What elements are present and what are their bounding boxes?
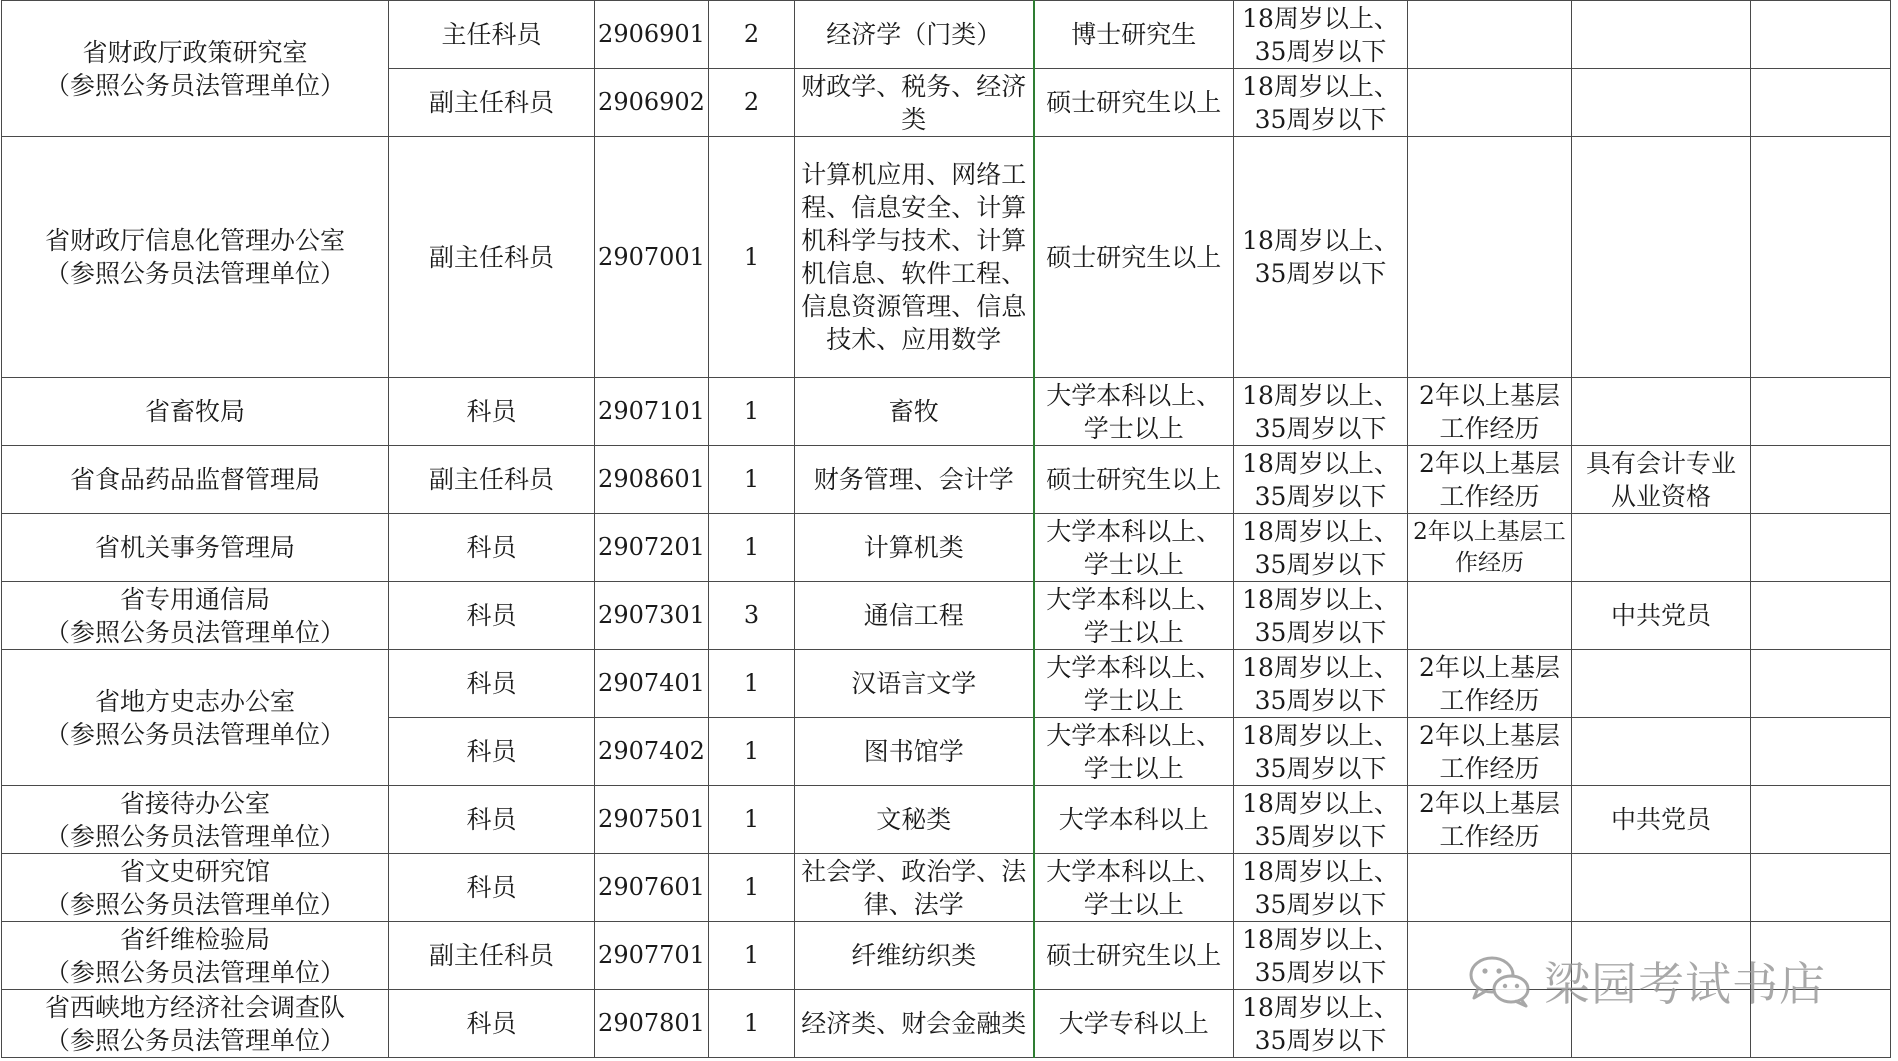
education-cell: 大学专科以上 (1034, 990, 1234, 1058)
unit-note: （参照公务员法管理单位） (44, 1025, 345, 1055)
other-cell (1572, 69, 1751, 137)
experience-cell (1408, 582, 1572, 650)
education-cell: 大学本科以上、学士以上 (1034, 650, 1234, 718)
major-cell: 社会学、政治学、法律、法学 (795, 854, 1034, 922)
table-row (2, 854, 1891, 922)
age-cell: 18周岁以上、35周岁以下 (1234, 446, 1408, 514)
table-row (2, 650, 1891, 718)
unit-note: （参照公务员法管理单位） (44, 719, 345, 749)
count-cell: 1 (709, 514, 795, 582)
other-cell: 中共党员 (1572, 786, 1751, 854)
other-cell (1572, 718, 1751, 786)
age-cell: 18周岁以上、35周岁以下 (1234, 137, 1408, 378)
major-cell: 汉语言文学 (795, 650, 1034, 718)
title-cell: 科员 (389, 990, 595, 1058)
watermark (1468, 948, 1826, 1014)
education-cell: 大学本科以上 (1034, 786, 1234, 854)
title-cell: 主任科员 (389, 1, 595, 69)
code-cell: 2907701 (595, 922, 709, 990)
unit-cell (2, 990, 389, 1058)
title-cell: 副主任科员 (389, 922, 595, 990)
count-cell: 2 (709, 1, 795, 69)
count-cell: 1 (709, 854, 795, 922)
unit-cell (2, 137, 389, 378)
remarks-cell (1751, 786, 1891, 854)
count-cell: 1 (709, 718, 795, 786)
age-cell: 18周岁以上、35周岁以下 (1234, 922, 1408, 990)
unit-cell (2, 650, 389, 786)
remarks-cell (1751, 137, 1891, 378)
remarks-cell (1751, 446, 1891, 514)
remarks-cell (1751, 69, 1891, 137)
table-row (2, 514, 1891, 582)
unit-name: 省财政厅政策研究室 (82, 37, 308, 67)
count-cell: 1 (709, 786, 795, 854)
age-cell: 18周岁以上、35周岁以下 (1234, 786, 1408, 854)
education-cell: 大学本科以上、学士以上 (1034, 378, 1234, 446)
age-cell: 18周岁以上、35周岁以下 (1234, 69, 1408, 137)
unit-name: 省文史研究馆 (119, 856, 270, 886)
unit-cell (2, 582, 389, 650)
count-cell: 1 (709, 446, 795, 514)
other-cell (1572, 514, 1751, 582)
remarks-cell (1751, 378, 1891, 446)
education-cell: 大学本科以上、学士以上 (1034, 854, 1234, 922)
experience-cell (1408, 69, 1572, 137)
age-cell: 18周岁以上、35周岁以下 (1234, 1, 1408, 69)
unit-note: （参照公务员法管理单位） (44, 70, 345, 100)
unit-note: （参照公务员法管理单位） (44, 821, 345, 851)
age-cell: 18周岁以上、35周岁以下 (1234, 990, 1408, 1058)
table-row (2, 786, 1891, 854)
title-cell: 副主任科员 (389, 137, 595, 378)
remarks-cell (1751, 854, 1891, 922)
education-cell: 硕士研究生以上 (1034, 446, 1234, 514)
unit-cell (2, 922, 389, 990)
major-cell: 通信工程 (795, 582, 1034, 650)
title-cell: 科员 (389, 786, 595, 854)
age-cell: 18周岁以上、35周岁以下 (1234, 650, 1408, 718)
experience-cell: 2年以上基层工作经历 (1408, 514, 1572, 582)
education-cell: 大学本科以上、学士以上 (1034, 718, 1234, 786)
title-cell: 科员 (389, 514, 595, 582)
education-cell: 博士研究生 (1034, 1, 1234, 69)
unit-name: 省专用通信局 (119, 584, 270, 614)
title-cell: 科员 (389, 582, 595, 650)
title-cell: 科员 (389, 378, 595, 446)
count-cell: 1 (709, 378, 795, 446)
remarks-cell (1751, 514, 1891, 582)
title-cell: 副主任科员 (389, 69, 595, 137)
major-cell: 财政学、税务、经济类 (795, 69, 1034, 137)
age-cell: 18周岁以上、35周岁以下 (1234, 854, 1408, 922)
other-cell: 中共党员 (1572, 582, 1751, 650)
code-cell: 2907402 (595, 718, 709, 786)
major-cell: 图书馆学 (795, 718, 1034, 786)
title-cell: 科员 (389, 718, 595, 786)
major-cell: 文秘类 (795, 786, 1034, 854)
code-cell: 2907001 (595, 137, 709, 378)
other-cell (1572, 1, 1751, 69)
unit-cell (2, 854, 389, 922)
experience-cell: 2年以上基层工作经历 (1408, 786, 1572, 854)
count-cell: 2 (709, 69, 795, 137)
code-cell: 2907801 (595, 990, 709, 1058)
code-cell: 2907601 (595, 854, 709, 922)
other-cell (1572, 137, 1751, 378)
unit-name: 省畜牧局 (144, 397, 245, 426)
major-cell: 经济学（门类） (795, 1, 1034, 69)
education-cell: 大学本科以上、学士以上 (1034, 514, 1234, 582)
title-cell: 科员 (389, 854, 595, 922)
experience-cell: 2年以上基层工作经历 (1408, 378, 1572, 446)
count-cell: 3 (709, 582, 795, 650)
table-row (2, 1, 1891, 69)
unit-name: 省地方史志办公室 (94, 686, 295, 716)
code-cell: 2907101 (595, 378, 709, 446)
code-cell: 2907501 (595, 786, 709, 854)
other-cell (1572, 854, 1751, 922)
table-row (2, 378, 1891, 446)
title-cell: 副主任科员 (389, 446, 595, 514)
age-cell: 18周岁以上、35周岁以下 (1234, 718, 1408, 786)
age-cell: 18周岁以上、35周岁以下 (1234, 582, 1408, 650)
code-cell: 2906902 (595, 69, 709, 137)
experience-cell: 2年以上基层工作经历 (1408, 718, 1572, 786)
code-cell: 2907401 (595, 650, 709, 718)
unit-note: （参照公务员法管理单位） (44, 617, 345, 647)
code-cell: 2907201 (595, 514, 709, 582)
unit-note: （参照公务员法管理单位） (44, 889, 345, 919)
other-cell (1572, 378, 1751, 446)
table-row (2, 582, 1891, 650)
unit-name: 省机关事务管理局 (94, 533, 295, 562)
unit-note: （参照公务员法管理单位） (44, 259, 345, 288)
experience-cell (1408, 854, 1572, 922)
unit-cell (2, 446, 389, 514)
code-cell: 2906901 (595, 1, 709, 69)
major-cell: 计算机应用、网络工程、信息安全、计算机科学与技术、计算机信息、软件工程、信息资源管理、信息技术、应用数学 (795, 137, 1034, 378)
major-cell: 经济类、财会金融类 (795, 990, 1034, 1058)
education-cell: 硕士研究生以上 (1034, 137, 1234, 378)
remarks-cell (1751, 650, 1891, 718)
major-cell: 畜牧 (795, 378, 1034, 446)
experience-cell (1408, 137, 1572, 378)
wechat-icon (1468, 953, 1532, 1009)
code-cell: 2907301 (595, 582, 709, 650)
unit-name: 省接待办公室 (119, 788, 270, 818)
unit-name: 省财政厅信息化管理办公室 (44, 226, 345, 255)
education-cell: 大学本科以上、学士以上 (1034, 582, 1234, 650)
experience-cell: 2年以上基层工作经历 (1408, 650, 1572, 718)
unit-name: 省纤维检验局 (119, 924, 270, 954)
code-cell: 2908601 (595, 446, 709, 514)
major-cell: 纤维纺织类 (795, 922, 1034, 990)
unit-note: （参照公务员法管理单位） (44, 957, 345, 987)
other-cell (1572, 650, 1751, 718)
major-cell: 计算机类 (795, 514, 1034, 582)
table-row (2, 137, 1891, 378)
watermark-text: 梁园考试书店 (1544, 957, 1826, 1011)
unit-cell (2, 1, 389, 137)
remarks-cell (1751, 1, 1891, 69)
unit-cell (2, 514, 389, 582)
education-cell: 硕士研究生以上 (1034, 69, 1234, 137)
remarks-cell (1751, 718, 1891, 786)
other-cell: 具有会计专业从业资格 (1572, 446, 1751, 514)
count-cell: 1 (709, 990, 795, 1058)
unit-name: 省西峡地方经济社会调查队 (44, 992, 345, 1022)
unit-name: 省食品药品监督管理局 (69, 465, 320, 494)
title-cell: 科员 (389, 650, 595, 718)
experience-cell: 2年以上基层工作经历 (1408, 446, 1572, 514)
count-cell: 1 (709, 922, 795, 990)
remarks-cell (1751, 582, 1891, 650)
age-cell: 18周岁以上、35周岁以下 (1234, 378, 1408, 446)
count-cell: 1 (709, 137, 795, 378)
age-cell: 18周岁以上、35周岁以下 (1234, 514, 1408, 582)
count-cell: 1 (709, 650, 795, 718)
positions-table (1, 0, 1891, 1058)
major-cell: 财务管理、会计学 (795, 446, 1034, 514)
table-row (2, 446, 1891, 514)
unit-cell (2, 786, 389, 854)
education-cell: 硕士研究生以上 (1034, 922, 1234, 990)
unit-cell (2, 378, 389, 446)
experience-cell (1408, 1, 1572, 69)
